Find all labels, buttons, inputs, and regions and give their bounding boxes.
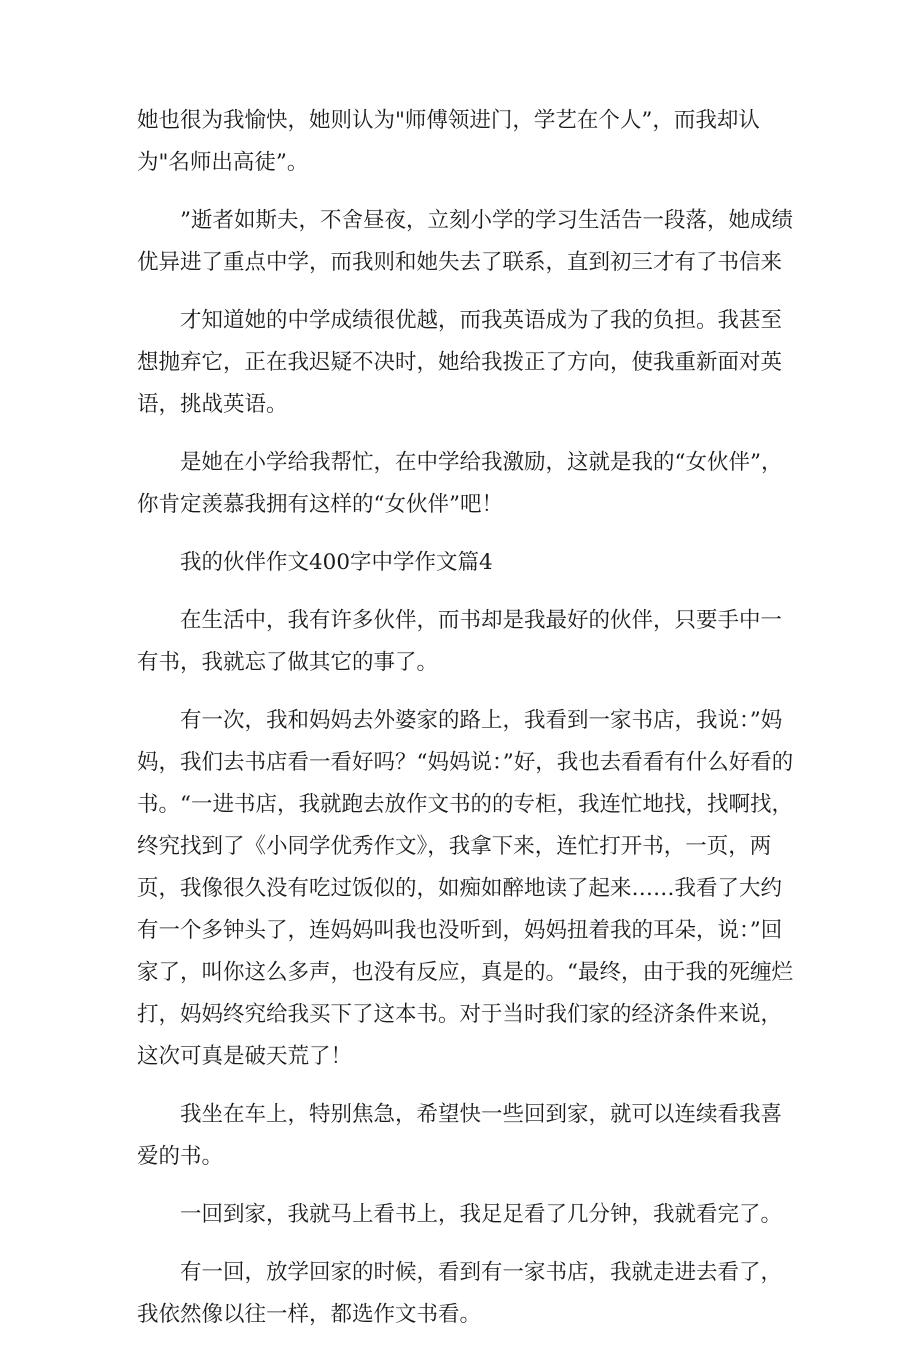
paragraph: 有一次，我和妈妈去外婆家的路上，我看到一家书店，我说：”妈妈，我们去书店看一看好吗？“妈妈说：”好，我也去看看有什么好看的书。“一进书店，我就跑去放作文书的的专柜，我连忙地找，找啊找，终究找到了《小同学优秀作文》，我拿下来，连忙打开书，一页，两页，我像很久没有吃过饭似的，如痴如醉地读了起来……我看了大约有一个多钟头了，连妈妈叫我也没听到，妈妈扭着我的耳朵，说：”回家了，叫你这么多声，也没有反应，真是的。“最终，由于我的死缠烂打，妈妈终究给我买下了这本书。对于当时我们家的经济条件来说，这次可真是破天荒了！ xyxy=(137,708,794,1069)
paragraph: 我坐在车上，特别焦急，希望快一些回到家，就可以连续看我喜爱的书。 xyxy=(137,1102,783,1169)
document-body xyxy=(137,100,797,1352)
paragraph: 在生活中，我有许多伙伴，而书却是我最好的伙伴，只要手中一有书，我就忘了做其它的事了。 xyxy=(137,608,783,675)
paragraph: 她也很为我愉快，她则认为"师傅领进门，学艺在个人”，而我却认为"名师出高徒”。 xyxy=(137,108,760,175)
paragraph: ”逝者如斯夫，不舍昼夜，立刻小学的学习生活告一段落，她成绩优异进了重点中学，而我则和她失去了联系，直到初三才有了书信来 xyxy=(137,208,793,275)
paragraph: 一回到家，我就马上看书上，我足足看了几分钟，我就看完了。 xyxy=(180,1202,783,1227)
paragraph: 是她在小学给我帮忙，在中学给我激励，这就是我的“女伙伴”，你肯定羡慕我拥有这样的“女伙伴”吧！ xyxy=(137,450,783,517)
paragraph: 有一回，放学回家的时候，看到有一家书店，我就走进去看了，我依然像以往一样，都选作文书看。 xyxy=(137,1260,783,1327)
paragraph: 才知道她的中学成绩很优越，而我英语成为了我的负担。我甚至想抛弃它，正在我迟疑不决时，她给我拨正了方向，使我重新面对英语，挑战英语。 xyxy=(137,308,783,417)
section-heading: 我的伙伴作文400字中学作文篇4 xyxy=(180,550,493,575)
